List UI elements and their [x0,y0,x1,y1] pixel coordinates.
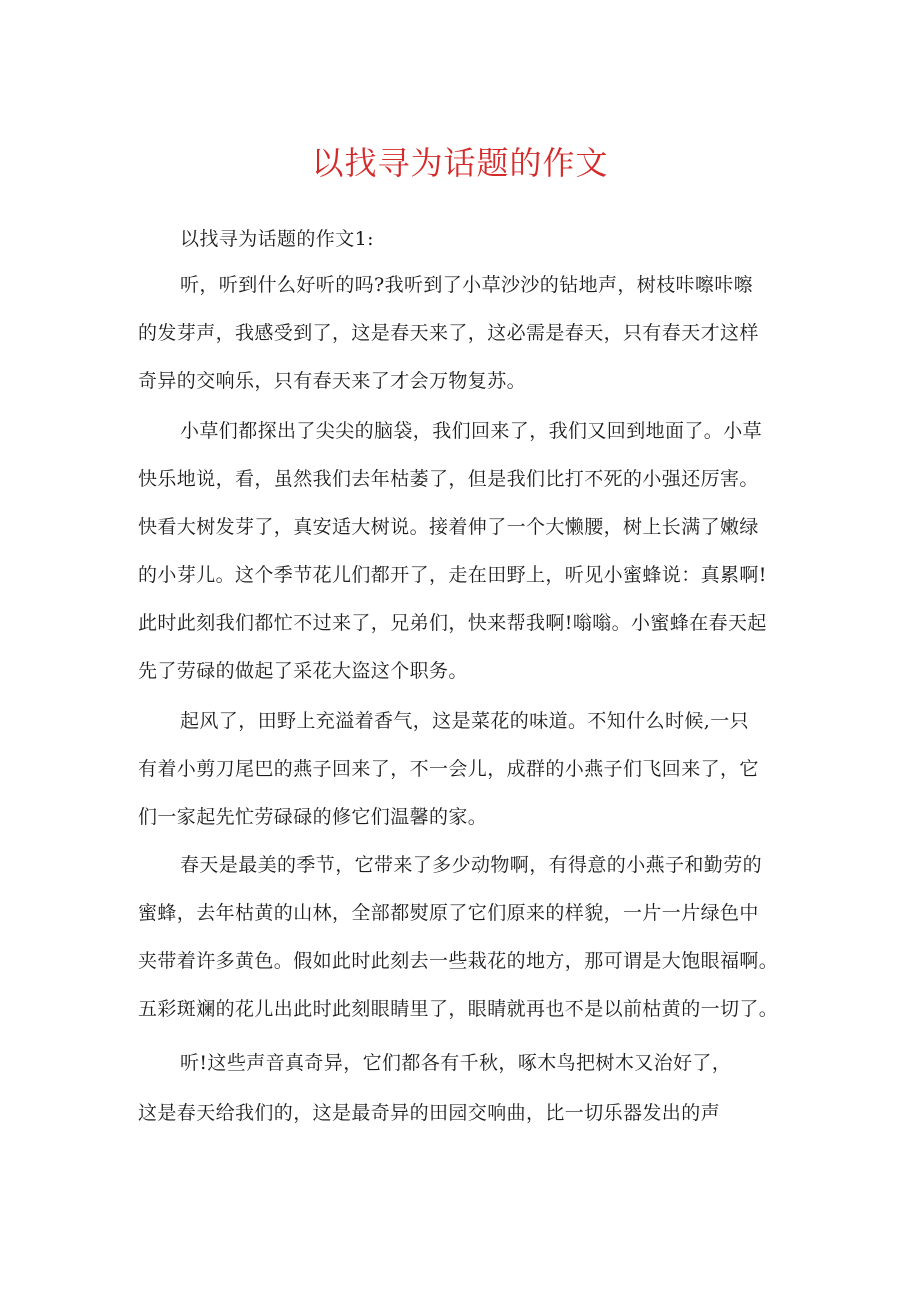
text-line: 听，听到什么好听的吗?我听到了小草沙沙的钻地声，树枝咔嚓咔嚓 [180,274,754,296]
text-line: 这是春天给我们的，这是最奇异的田园交响曲，比一切乐器发出的声 [138,1102,721,1124]
text-line: 的小芽儿。这个季节花儿们都开了，走在田野上，听见小蜜蜂说：真累啊! [138,564,767,586]
text-line: 快乐地说，看，虽然我们去年枯萎了，但是我们比打不死的小强还厉害。 [138,468,759,490]
text-line: 夹带着许多黄色。假如此时此刻去一些栽花的地方，那可谓是大饱眼福啊。 [138,950,779,972]
text-line: 此时此刻我们都忙不过来了，兄弟们，快来帮我啊!嗡嗡。小蜜蜂在春天起 [138,612,767,634]
paragraph-heading: 以找寻为话题的作文1: [180,228,374,250]
text-line: 小草们都探出了尖尖的脑袋，我们回来了，我们又回到地面了。小草 [180,420,763,442]
text-line: 五彩斑斓的花儿出此时此刻眼睛里了，眼睛就再也不是以前枯黄的一切了。 [138,998,779,1020]
text-line: 有着小剪刀尾巴的燕子回来了，不一会儿，成群的小燕子们飞回来了，它 [138,758,759,780]
text-line: 的发芽声，我感受到了，这是春天来了，这必需是春天，只有春天才这样 [138,322,759,344]
text-line: 们一家起先忙劳碌碌的修它们温馨的家。 [138,806,488,828]
text-line: 蜜蜂，去年枯黄的山林，全部都熨原了它们原来的样貌，一片一片绿色中 [138,902,759,924]
text-line: 奇异的交响乐，只有春天来了才会万物复苏。 [138,370,527,392]
text-line: 起风了，田野上充溢着香气，这是菜花的味道。不知什么时候,一只 [180,710,750,732]
text-line: 先了劳碌的做起了采花大盗这个职务。 [138,660,468,682]
text-line: 听!这些声音真奇异，它们都各有千秋，啄木鸟把树木又治好了， [180,1052,732,1074]
text-line: 快看大树发芽了，真安适大树说。接着伸了一个大懒腰，树上长满了嫩绿 [138,516,759,538]
text-line: 春天是最美的季节，它带来了多少动物啊，有得意的小燕子和勤劳的 [180,854,763,876]
document-title: 以找寻为话题的作文 [311,144,609,182]
